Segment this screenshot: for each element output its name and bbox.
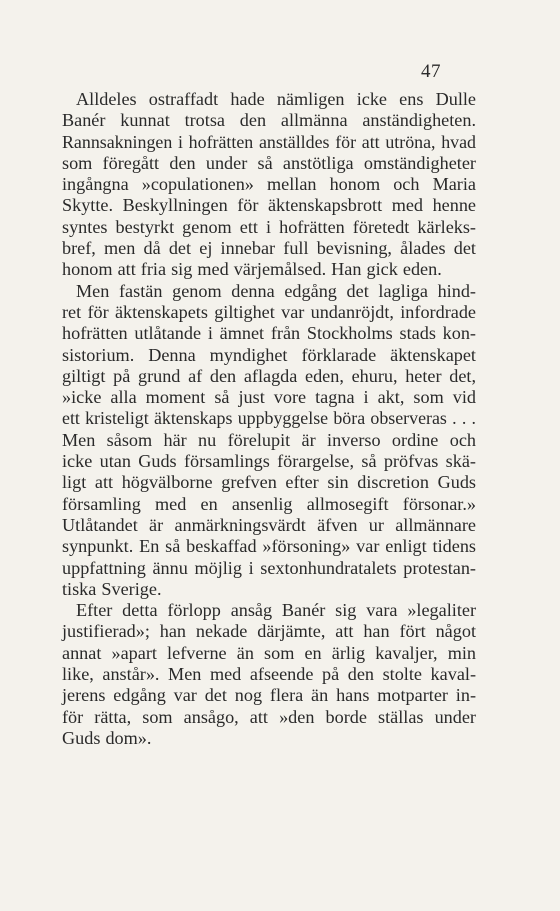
text-line: ett kristeligt äktenskaps uppbyggelse böra observeras . . . — [62, 408, 476, 429]
text-line: Alldeles ostraffadt hade nämligen icke ens Dulle — [76, 89, 476, 109]
text-line: Banér kunnat trotsa den allmänna anständigheten. — [62, 110, 476, 131]
text-line: uppfattning ännu möjlig i sextonhundratalets protestan- — [62, 557, 476, 578]
text-line: Men fastän genom denna edgång det lagliga hind- — [76, 280, 476, 301]
text-line: honom att fria sig med värjemålsed. Han gick eden. — [62, 259, 442, 280]
text-line: like, anstår». Men med afseende på den stolte kaval- — [62, 664, 476, 685]
text-line: giltigt på grund af den aflagda eden, ehuru, heter det, — [62, 365, 476, 386]
text-line: församling med en ansenlig allmosegift försonar.» — [62, 493, 476, 514]
text-line: jerens edgång var det nog flera än hans motparter in- — [62, 685, 476, 706]
text-line: Men såsom här nu förelupit är inverso ordine och — [62, 429, 476, 450]
text-line: justifierad»; han nekade därjämte, att han fört något — [62, 621, 476, 642]
text-line: »icke alla moment så just vore tagna i akt, som vid — [62, 387, 476, 408]
text-line: Utlåtandet är anmärkningsvärdt äfven ur allmännare — [62, 514, 476, 535]
text-line: Rannsakningen i hofrätten anställdes för att utröna, hvad — [62, 131, 476, 152]
text-line: ligt att högvälborne grefven efter sin discretion Guds — [62, 472, 476, 493]
text-line: ret för äktenskapets giltighet var undanröjdt, infordrade — [62, 301, 476, 322]
text-line: tiska Sverige. — [62, 578, 162, 599]
body-text — [62, 89, 476, 749]
page-number: 47 — [421, 61, 441, 82]
text-line: Skytte. Beskyllningen för äktenskapsbrott med henne — [62, 195, 476, 216]
text-line: synpunkt. En så beskaffad »försoning» var enligt tidens — [62, 536, 476, 557]
text-line: som föregått den under så anstötliga omständigheter — [62, 152, 476, 173]
text-line: icke utan Guds församlings förargelse, så pröfvas skä- — [62, 451, 476, 472]
text-line: syntes bestyrkt genom ett i hofrätten företedt kärleks- — [62, 216, 476, 237]
text-line: annat »apart lefverne än som en ärlig kavaljer, min — [62, 642, 476, 663]
text-line: för rätta, som ansågo, att »den borde ställas under — [62, 706, 476, 727]
text-line: sistorium. Denna myndighet förklarade äktenskapet — [62, 344, 476, 365]
text-line: Efter detta förlopp ansåg Banér sig vara »legaliter — [76, 600, 476, 621]
text-line: bref, men då det ej innebar full bevisning, ålades det — [62, 238, 476, 259]
text-line: Guds dom». — [62, 727, 152, 748]
text-line: ingångna »copulationen» mellan honom och Maria — [62, 174, 476, 195]
text-line: hofrätten utlåtande i ämnet från Stockholms stads kon- — [62, 323, 476, 344]
